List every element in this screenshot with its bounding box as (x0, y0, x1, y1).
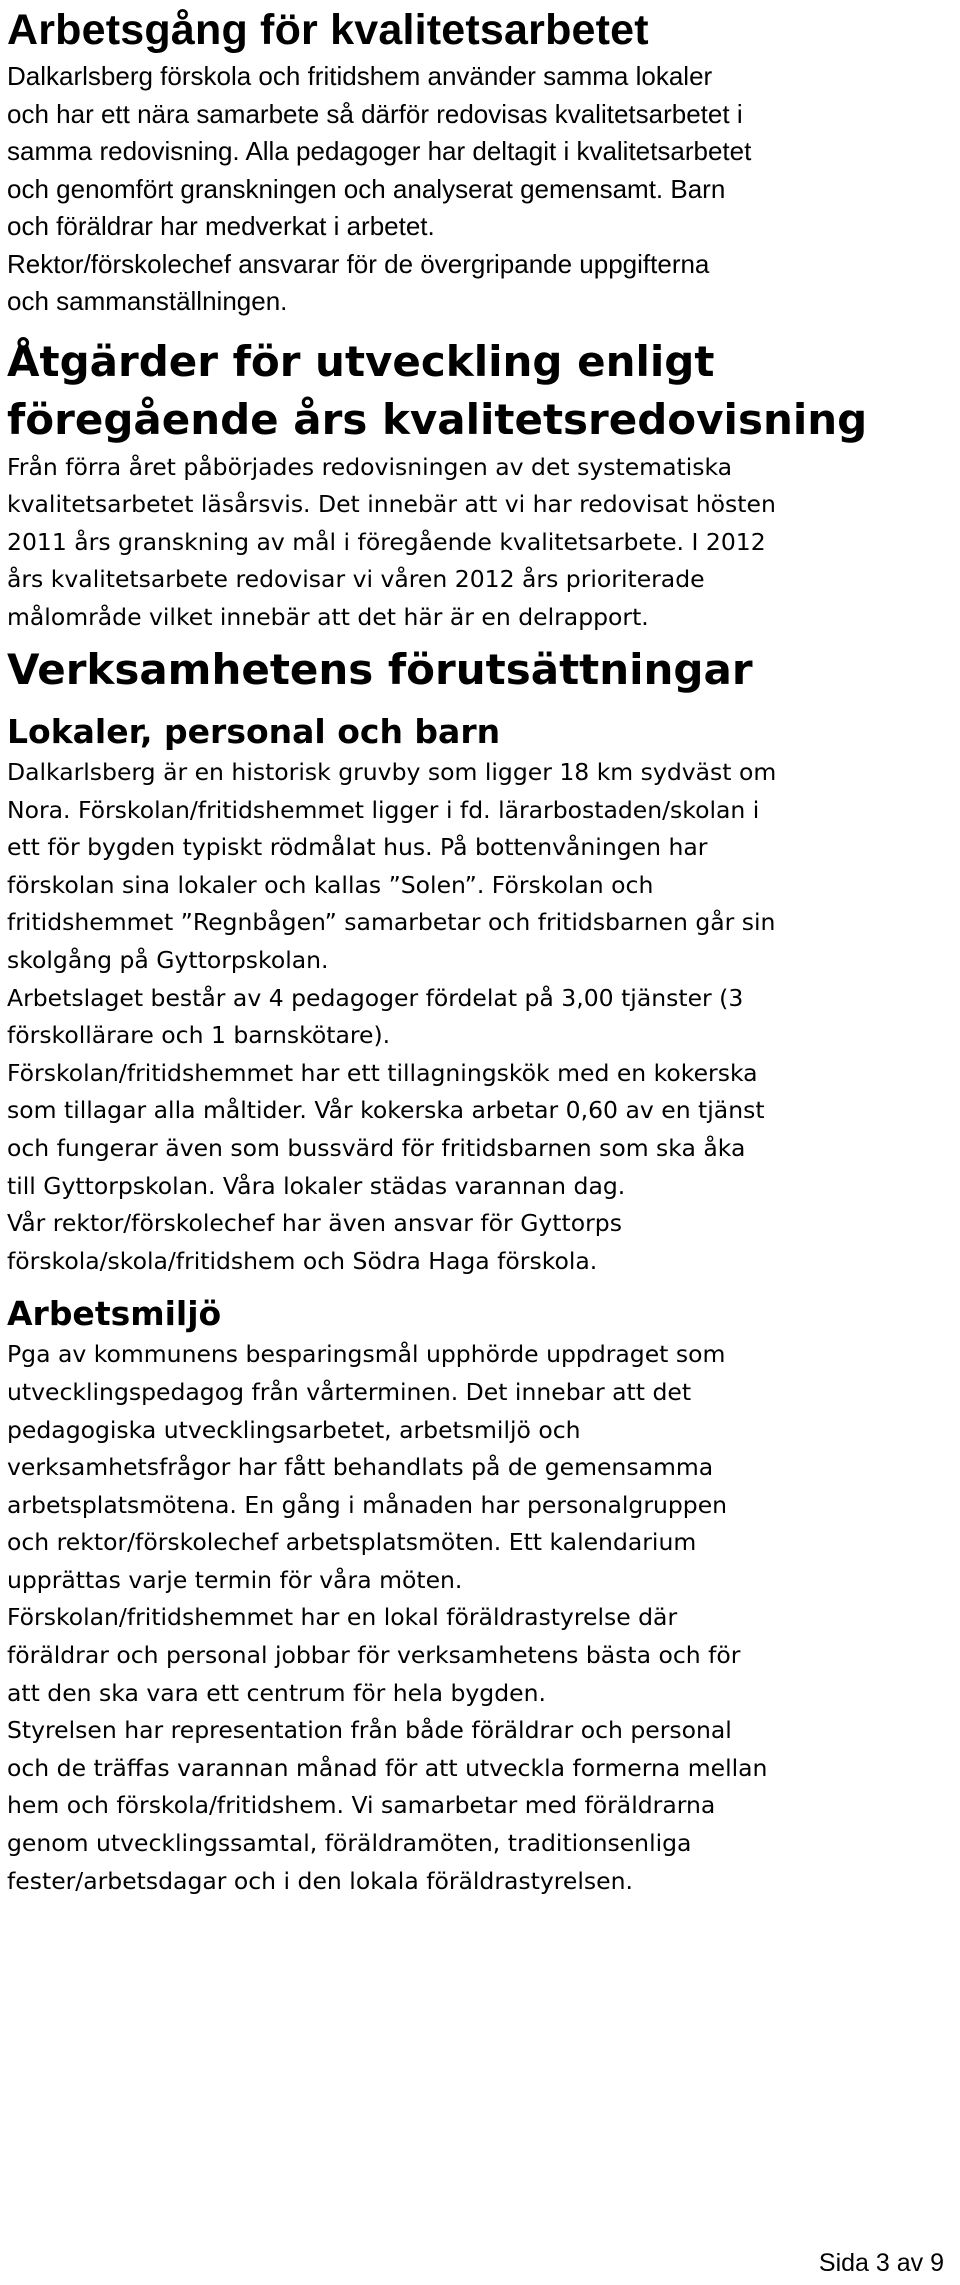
section-paragraph-arbetsgang: Dalkarlsberg förskola och fritidshem använder samma lokaler och har ett nära samarbete så därför redovisas kvalitetsarbetet i samma redovisning. Alla pedagoger har deltagit i kvalitetsarbetet och genomfört granskningen och analyserat gemensamt. Barn och föräldrar har medverkat i arbetet. Rektor/förskolechef ansvarar för de övergripande uppgifterna och sammanställningen. (7, 61, 752, 316)
document-page (7, 0, 947, 1900)
section-paragraph-atgarder: Från förra året påbörjades redovisningen av det systematiska kvalitetsarbetet läsårsvis. Det innebär att vi har redovisat hösten 2011 års granskning av mål i föregående kvalitetsarbete. I 2012 års kvalitetsarbete redovisar vi våren 2012 års prioriterade målområde vilket innebär att det här är en delrapport. (7, 452, 776, 631)
page-number: Sida 3 av 9 (818, 2249, 944, 2277)
subsection-heading-lokaler: Lokaler, personal och barn (7, 712, 501, 751)
subsection-paragraph-lokaler: Dalkarlsberg är en historisk gruvby som ligger 18 km sydväst om Nora. Förskolan/fritidshemmet ligger i fd. lärarbostaden/skolan i ett för bygden typiskt rödmålat hus. På bottenvåningen har förskolan sina lokaler och kallas ”Solen”. Förskolan och fritidshemmet ”Regnbågen” samarbetar och fritidsbarnen går sin skolgång på Gyttorpskolan. Arbetslaget består av 4 pedagoger fördelat på 3,00 tjänster (3 förskollärare och 1 barnskötare). Förskolan/fritidshemmet har ett tillagningskök med en kokerska som tillagar alla måltider. Vår kokerska arbetar 0,60 av en tjänst och fungerar även som bussvärd för fritidsbarnen som ska åka till Gyttorpskolan. Våra lokaler städas varannan dag. Vår rektor/förskolechef har även ansvar för Gyttorps förskola/skola/fritidshem och Södra Haga förskola. (7, 758, 777, 1275)
section-heading-atgarder: Åtgärder för utveckling enligt föregående års kvalitetsredovisning (7, 336, 868, 444)
subsection-paragraph-arbetsmiljo: Pga av kommunens besparingsmål upphörde uppdraget som utvecklingspedagog från vårterminen. Det innebar att det pedagogiska utvecklingsarbetet, arbetsmiljö och verksamhetsfrågor har fått behandlats på de gemensamma arbetsplatsmötena. En gång i månaden har personalgruppen och rektor/förskolechef arbetsplatsmöten. Ett kalendarium upprättas varje termin för våra möten. Förskolan/fritidshemmet har en lokal föräldrastyrelse där föräldrar och personal jobbar för verksamhetens bästa och för att den ska vara ett centrum för hela bygden. Styrelsen har representation från både föräldrar och personal och de träffas varannan månad för att utveckla formerna mellan hem och förskola/fritidshem. Vi samarbetar med föräldrarna genom utvecklingssamtal, föräldramöten, traditionsenliga fester/arbetsdagar och i den lokala föräldrastyrelsen. (7, 1340, 768, 1895)
section-heading-forutsattningar: Verksamhetens förutsättningar (7, 645, 753, 694)
section-heading-arbetsgang: Arbetsgång för kvalitetsarbetet (7, 6, 649, 54)
subsection-heading-arbetsmiljo: Arbetsmiljö (7, 1294, 222, 1334)
